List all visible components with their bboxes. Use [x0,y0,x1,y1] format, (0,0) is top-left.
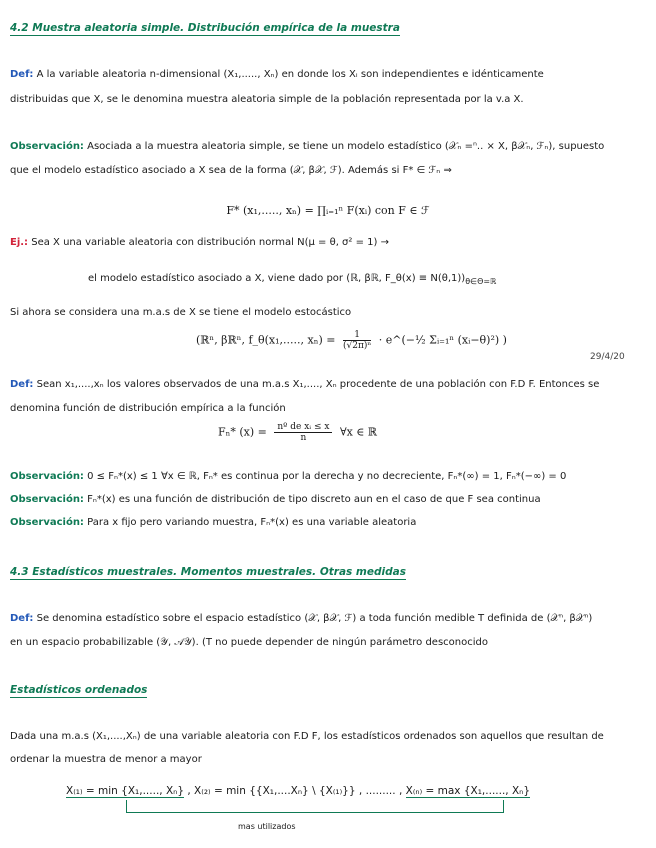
observation-label: Observación: [10,494,84,505]
definition-empirical-cont [10,402,286,416]
formula-left: Fₙ* (x) = [218,425,267,439]
def-line: en un espacio probabilizable (𝒴, 𝒜𝒴). (T no puede depender de ningún parámetro desconocido [10,637,488,648]
def-line: A la variable aleatoria n-dimensional (X₁,....., Xₙ) en donde los Xᵢ son independientes e idénticamente [36,69,544,80]
ordered-statistics-text [10,730,604,744]
def-line: distribuidas que X, se le denomina muestra aleatoria simple de la población representada por la v.a X. [10,94,524,105]
def-line: Sean x₁,....,xₙ los valores observados de una m.a.s X₁,...., Xₙ procedente de una población con F.D F. Entonces se [36,379,600,390]
example-subscript: θ∈Θ=ℝ [465,277,497,286]
definition-mas [10,68,544,82]
fraction-denominator: n [300,433,307,443]
fraction-denominator: (√2π)ⁿ [342,341,372,351]
most-used-note: mas utilizados [238,822,296,831]
observation-text: Para x fijo pero variando muestra, Fₙ*(x) es una variable aleatoria [87,517,417,528]
observation-label: Observación: [10,517,84,528]
ordered-line: ordenar la muestra de menor a mayor [10,754,202,765]
definition-statistic-cont [10,636,488,650]
observation-line: Asociada a la muestra aleatoria simple, se tiene un modelo estadístico (𝒳ₙ =ⁿ.. × X, β𝒳ₙ, ℱₙ), supuesto [87,141,605,152]
example-label: Ej.: [10,237,29,248]
max-statistic: X₍ₙ₎ = max {X₁,......, Xₙ} [405,785,531,797]
section-4-3-title: 4.3 Estadísticos muestrales. Momentos muestrales. Otras medidas [10,566,406,578]
stochastic-model-formula [196,330,507,351]
fraction-numerator: nº de xᵢ ≤ x [274,422,332,433]
def-line: Se denomina estadístico sobre el espacio estadístico (𝒳, β𝒳, ℱ) a toda función medible T definida de (𝒳ⁿ, β𝒳ⁿ) [36,613,593,624]
observation-label: Observación: [10,471,84,482]
def-label: Def: [10,613,34,624]
observation-text: Fₙ*(x) es una función de distribución de tipo discreto aun en el caso de que F sea continua [87,494,541,505]
observation-model-cont [10,164,452,178]
def-label: Def: [10,379,34,390]
empirical-formula [218,422,377,443]
fraction [343,330,371,351]
observation-random [10,516,416,530]
definition-mas-cont [10,93,524,107]
ordered-statistics-title: Estadísticos ordenados [10,684,148,696]
ordered-formulas [66,784,530,798]
example-line: el modelo estadístico asociado a X, viene dado por (ℝ, βℝ, F_θ(x) ≡ N(θ,1)) [88,273,466,284]
observation-discrete [10,493,541,507]
observation-line: que el modelo estadístico asociado a X sea de la forma (𝒳, β𝒳, ℱ). Además si F* ∈ ℱₙ ⇒ [10,165,452,176]
observation-properties [10,470,566,484]
separator: , ......... , [358,785,403,797]
observation-label: Observación: [10,141,84,152]
fraction [274,422,332,443]
example-model [88,272,496,288]
example-line: Si ahora se considera una m.a.s de X se tiene el modelo estocástico [10,307,352,318]
product-formula: F* (x₁,....., xₙ) = ∏ᵢ₌₁ⁿ F(xᵢ) con F ∈ ℱ [226,204,430,217]
ordered-line: Dada una m.a.s (X₁,....,Xₙ) de una variable aleatoria con F.D F, los estadísticos ordenados son aquellos que resultan de [10,731,604,742]
observation-model [10,140,604,154]
note-date: 29/4/20 [590,352,625,362]
separator: , [187,785,191,797]
example-stochastic [10,306,351,320]
formula-right: ∀x ∈ ℝ [339,425,378,439]
formula-right: · e^(−½ Σᵢ₌₁ⁿ (xᵢ−θ)²) ) [378,333,507,347]
example-line: Sea X una variable aleatoria con distribución normal N(μ = θ, σ² = 1) → [31,237,389,248]
def-label: Def: [10,69,34,80]
second-statistic: X₍₂₎ = min {{X₁,....Xₙ} \ {X₍₁₎}} [194,785,356,797]
observation-text: 0 ≤ Fₙ*(x) ≤ 1 ∀x ∈ ℝ, Fₙ* es continua por la derecha y no decreciente, Fₙ*(∞) = 1, Fₙ*(−∞) = 0 [87,471,567,482]
def-line: denomina función de distribución empírica a la función [10,403,286,414]
example-normal [10,236,389,250]
fraction-numerator: 1 [343,330,371,341]
definition-statistic [10,612,592,626]
definition-empirical [10,378,599,392]
min-statistic: X₍₁₎ = min {X₁,....., Xₙ} [66,785,185,797]
bracket-connector [136,812,496,813]
ordered-statistics-text-cont [10,753,202,767]
formula-left: (ℝⁿ, βℝⁿ, f_θ(x₁,....., xₙ) = [196,333,336,347]
section-4-2-title: 4.2 Muestra aleatoria simple. Distribución empírica de la muestra [10,22,400,34]
